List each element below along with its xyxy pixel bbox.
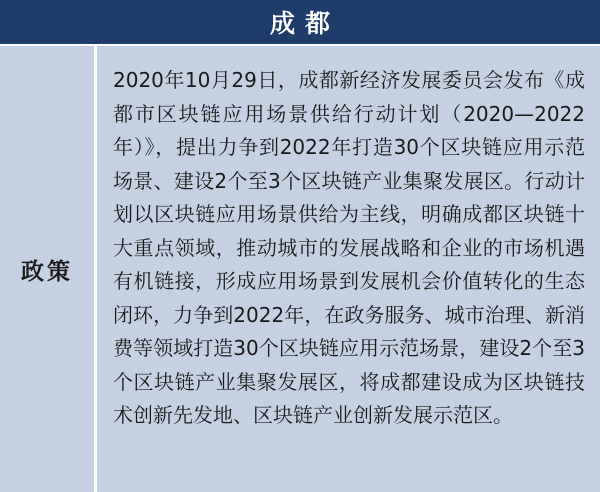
table-header xyxy=(0,0,600,46)
policy-description: 2020年10月29日，成都新经济发展委员会发布《成都市区块链应用场景供给行动计划（2020—2022年）》，提出力争到2022年打造30个区块链应用示范场景、建设2个至3个区块链产业集聚发展区。行动计划以区块链应用场景供给为主线，明确成都区块链十大重点领域，推动城市的发展战略和企业的市场机遇有机链接，形成应用场景到发展机会价值转化的生态闭环，力争到2022年，在政务服务、城市治理、新消费等领域打造30个区块链应用示范场景，建设2个至3个区块链产业集聚发展区，将成都建设成为区块链技术创新先发地、区块链产业创新发展示范区。 xyxy=(113,68,585,427)
row-label-cell xyxy=(0,46,94,492)
city-title: 成都 xyxy=(269,9,340,38)
row-content-cell xyxy=(97,46,600,492)
row-label: 政策 xyxy=(21,258,73,285)
